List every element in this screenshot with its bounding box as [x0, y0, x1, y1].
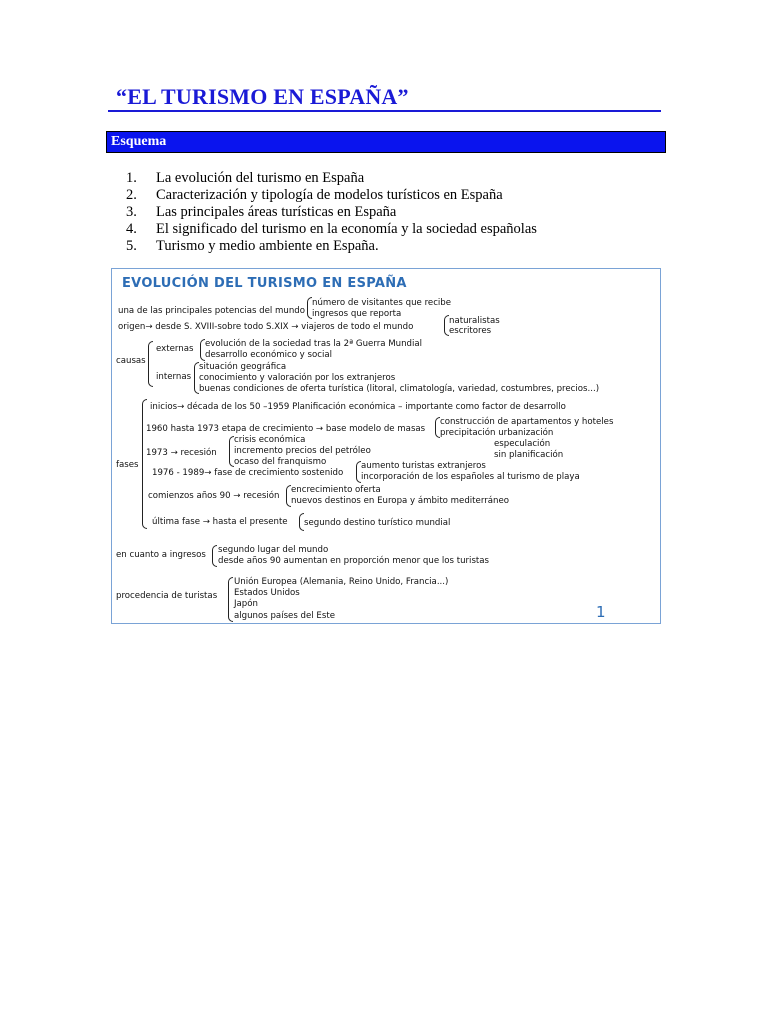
potencias-text: una de las principales potencias del mundo [118, 306, 306, 316]
section-bar [106, 131, 666, 153]
incorporacion-text: incorporación de los españoles al turismo de playa [361, 472, 580, 482]
outline-number: 3. [126, 204, 137, 220]
desde-90-text: desde años 90 aumentan en proporción menor que los turistas [218, 556, 490, 566]
japon-text: Japón [234, 599, 258, 609]
internas-label: internas [156, 372, 192, 382]
fases-label: fases [116, 460, 139, 470]
brace [148, 341, 153, 387]
document-title: “EL TURISMO EN ESPAÑA” [116, 84, 409, 109]
outline-item [126, 187, 537, 204]
este-text: algunos países del Este [234, 611, 335, 621]
procedencia-label: procedencia de turistas [116, 591, 218, 601]
figure-title: EVOLUCIÓN DEL TURISMO EN ESPAÑA [122, 276, 407, 291]
segundo-destino-text: segundo destino turístico mundial [304, 518, 451, 528]
construccion-text: construcción de apartamentos y hoteles [440, 417, 614, 427]
outline-item [126, 170, 537, 187]
outline-item [126, 221, 537, 238]
brace [212, 545, 217, 567]
outline-item [126, 204, 537, 221]
outline-number: 2. [126, 187, 137, 203]
figure-page-number: 1 [596, 603, 606, 621]
externa-2-text: desarrollo económico y social [205, 350, 333, 360]
sin-planificacion-text: sin planificación [494, 450, 564, 460]
title-underline [108, 110, 661, 112]
brace [228, 577, 233, 622]
precipitacion-text: precipitación urbanización [440, 428, 554, 438]
outline-number: 4. [126, 221, 137, 237]
externa-1-text: evolución de la sociedad tras la 2ª Guerra Mundial [205, 339, 423, 349]
fase-1976-text: 1976 - 1989→ fase de crecimiento sostenido [152, 468, 344, 478]
fase-90-text: comienzos años 90 → recesión [148, 491, 280, 501]
outline-text: El significado del turismo en la economía y la sociedad españolas [156, 221, 537, 237]
brace [142, 399, 147, 529]
causas-label: causas [116, 356, 146, 366]
fase-1960-text: 1960 hasta 1973 etapa de crecimiento → base modelo de masas [146, 424, 426, 434]
inicios-text: inicios→ década de los 50 –1959 Planificación económica – importante como factor de desarrollo [150, 402, 566, 412]
outline-text: Turismo y medio ambiente en España. [156, 238, 379, 254]
aumento-text: aumento turistas extranjeros [361, 461, 486, 471]
ultima-fase-text: última fase → hasta el presente [152, 517, 288, 527]
concept-map-figure [111, 268, 661, 624]
outline-list [126, 170, 537, 255]
visitantes-text: número de visitantes que recibe [312, 298, 452, 308]
ue-text: Unión Europea (Alemania, Reino Unido, Francia...) [234, 577, 449, 587]
en-cuanto-ingresos-text: en cuanto a ingresos [116, 550, 206, 560]
origen-text: origen→ desde S. XVIII-sobre todo S.XIX → viajeros de todo el mundo [118, 322, 414, 332]
interna-1-text: situación geográfica [199, 362, 287, 372]
externas-label: externas [156, 344, 194, 354]
encarecimiento-text: encrecimiento oferta [291, 485, 381, 495]
escritores-text: escritores [449, 326, 492, 336]
fase-1973-text: 1973 → recesión [146, 448, 217, 458]
section-bar-label: Esquema [111, 134, 167, 149]
petroleo-text: incremento precios del petróleo [234, 446, 371, 456]
outline-number: 1. [126, 170, 137, 186]
eeuu-text: Estados Unidos [234, 588, 300, 598]
crisis-text: crisis económica [234, 435, 306, 445]
outline-text: La evolución del turismo en España [156, 170, 365, 186]
ingresos-reporta-text: ingresos que reporta [312, 309, 402, 319]
nuevos-destinos-text: nuevos destinos en Europa y ámbito mediterráneo [291, 496, 510, 506]
naturalistas-text: naturalistas [449, 316, 500, 326]
outline-text: Caracterización y tipología de modelos turísticos en España [156, 187, 503, 203]
franquismo-text: ocaso del franquismo [234, 457, 327, 467]
segundo-lugar-text: segundo lugar del mundo [218, 545, 329, 555]
interna-2-text: conocimiento y valoración por los extranjeros [199, 373, 396, 383]
outline-number: 5. [126, 238, 137, 254]
outline-text: Las principales áreas turísticas en España [156, 204, 397, 220]
interna-3-text: buenas condiciones de oferta turística (litoral, climatología, variedad, costumbres, precios...) [199, 384, 600, 394]
outline-item [126, 238, 537, 255]
especulacion-text: especulación [494, 439, 551, 449]
